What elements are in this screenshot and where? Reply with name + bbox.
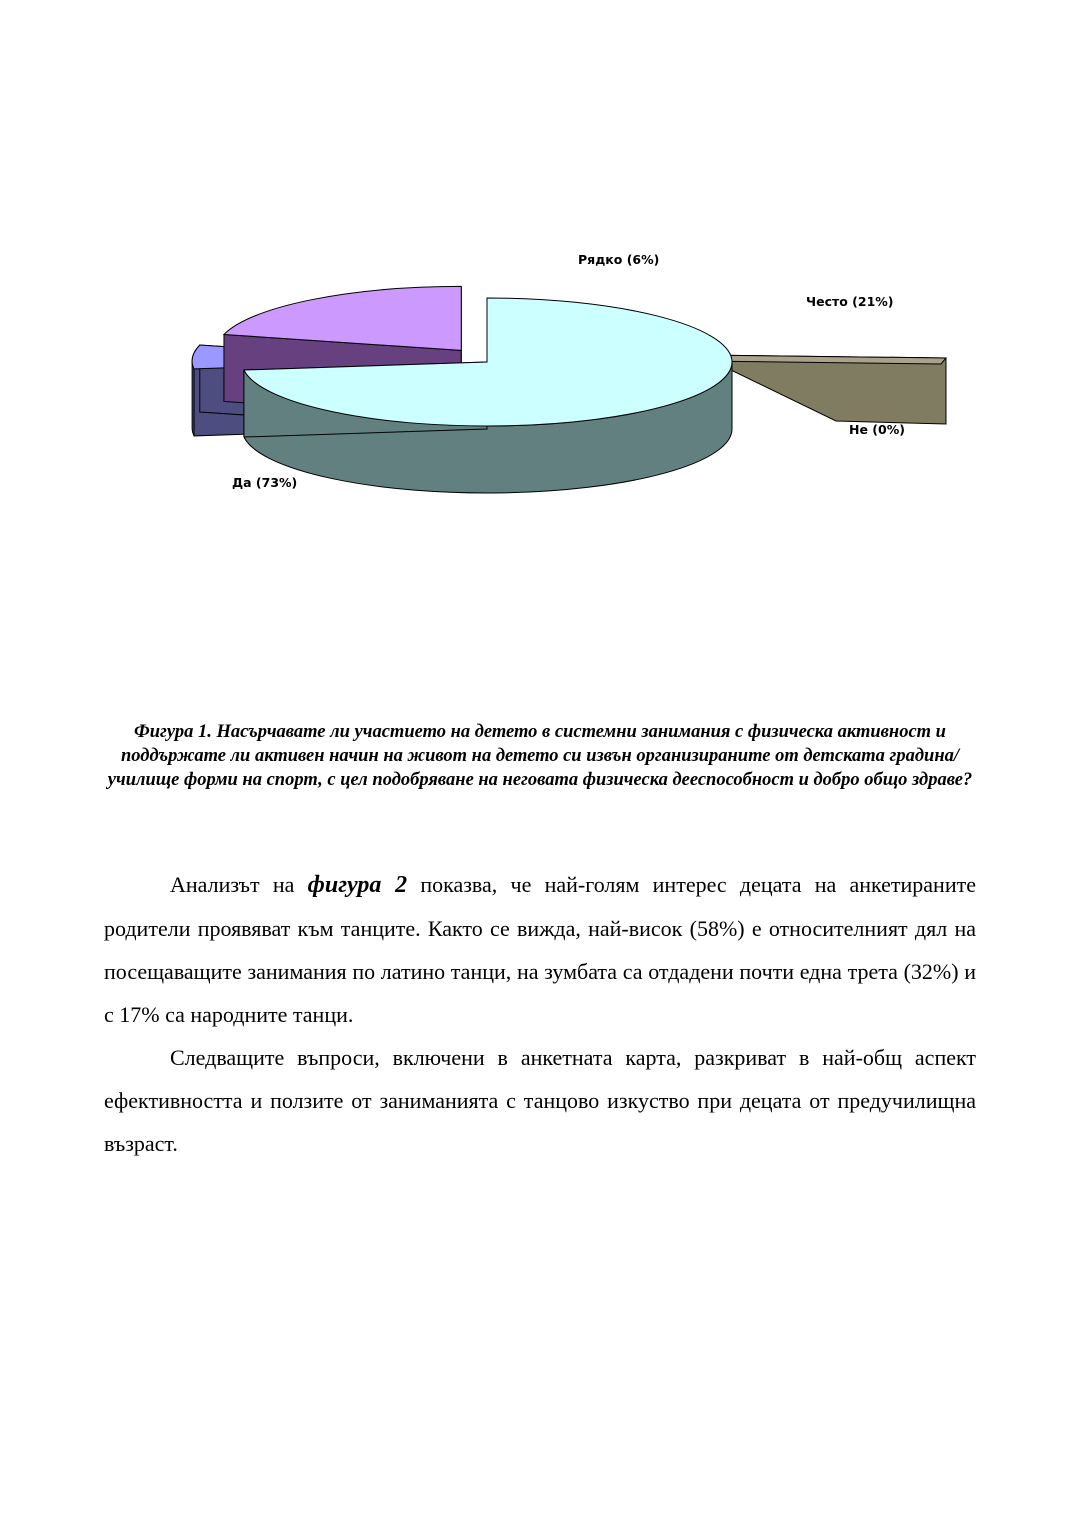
paragraph-2: Следващите въпроси, включени в анкетната карта, разкриват в най-общ аспект ефективността и ползите от заниманията с танцово изкуство при децата от предучилищна възраст. bbox=[104, 1045, 976, 1156]
pie-slices bbox=[192, 286, 946, 493]
pie-slice-no bbox=[700, 355, 946, 424]
body-text bbox=[104, 863, 976, 1165]
slice-label-often: Често (21%) bbox=[806, 294, 894, 309]
slice-label-no: Не (0%) bbox=[849, 422, 905, 437]
figure-caption: Фигура 1. Насърчавате ли участието на детето в системни занимания с физическа активност и поддържате ли активен начин на живот на детето си извън организираните от детската градина/училище форми на спорт, с цел подобряване на неговата физическа дееспособност и добро общо здраве? bbox=[107, 722, 973, 790]
figure-2-reference: фигура 2 bbox=[307, 872, 408, 898]
paragraph-1-end: показва, че най-голям интерес децата на анкетираните родители проявяват към танците. Както се вижда, най-висок (58%) е относителният дял на посещаващите занимания по латино танци, на зумбата са отдадени почти една трета (32%) и с 17% са народните танци. bbox=[104, 872, 976, 1027]
pie-chart bbox=[0, 0, 1080, 560]
paragraph-1-start: Анализът на bbox=[170, 872, 308, 897]
slice-label-yes: Да (73%) bbox=[232, 475, 298, 490]
pie-slice-side-no bbox=[700, 355, 946, 424]
paragraph-1 bbox=[104, 863, 976, 1036]
slice-label-rarely: Рядко (6%) bbox=[578, 252, 660, 267]
